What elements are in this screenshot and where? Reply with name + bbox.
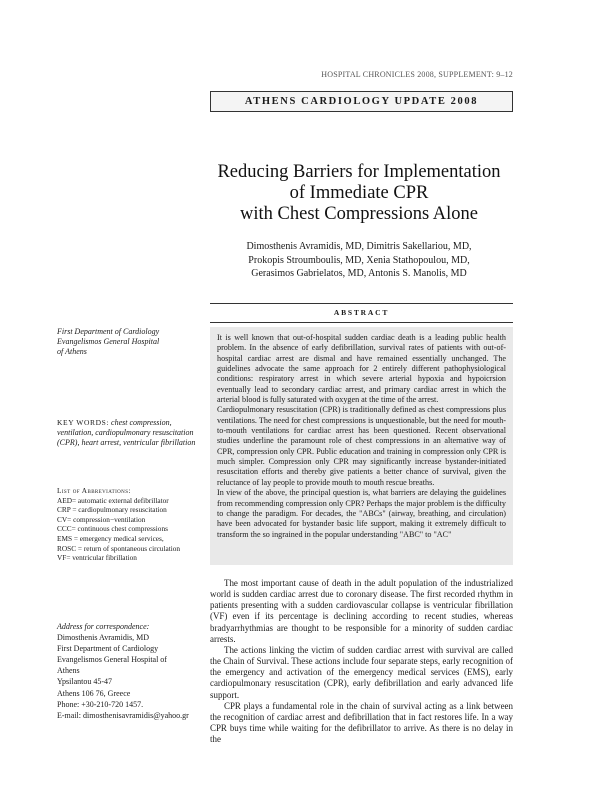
correspondence-line: Athens 106 76, Greece	[57, 688, 131, 698]
author-line: Prokopis Stroumboulis, MD, Xenia Stathopoulou, MD,	[248, 254, 470, 266]
keywords-text: chest compression, ventilation, cardiopulmonary resuscitation (CPR), heart arrest, ventricular fibrillation	[57, 418, 196, 447]
correspondence-line: Phone: +30-210-720 1457.	[57, 699, 144, 709]
abbreviation-item: AED= automatic external defibrillator	[57, 495, 169, 505]
author-line: Dimosthenis Avramidis, MD, Dimitris Sakellariou, MD,	[246, 241, 472, 252]
affiliation	[57, 327, 200, 357]
keywords	[57, 418, 200, 448]
author-line: Gerasimos Gabrielatos, MD, Antonis S. Manolis, MD	[251, 268, 467, 279]
correspondence-email: E-mail: dimosthenisavramidis@yahoo.gr	[57, 710, 189, 720]
correspondence-title: Address for correspondence:	[57, 622, 150, 631]
correspondence-address	[57, 621, 200, 721]
abbreviation-item: CCC= continuous chest compressions	[57, 524, 168, 534]
abstract-paragraph: Cardiopulmonary resuscitation (CPR) is traditionally defined as chest compressions plus ventilations. The need for chest compressions is unquestionable, but the need for mouth-to-mouth ventilations for cardiac arrest has been questioned. Recent observational studies underline the paramount role of chest compressions in an alternative way of CPR, compression only CPR. Public education and training in compression only CPR is much simpler. Compression only CPR may significantly increase bystander-initiated resuscitation efforts and thereby give patients a better chance of survival, given the reluctance of lay people to provide mouth to mouth rescue breaths.	[217, 405, 506, 487]
affiliation-line: of Athens	[57, 347, 87, 356]
abstract-paragraph: In view of the above, the principal question is, what barriers are delaying the guidelines from recommending compression only CPR? Perhaps the major problem is the difficulty to change the paradigm. For decades, the "ABCs" (airway, breathing, and circulation) have been advocated for bystander basic life support, making it extremely difficult to transform the so ingrained in the popular understanding "ABC" to "AC"	[217, 488, 506, 539]
correspondence-line: Dimosthenis Avramidis, MD	[57, 633, 150, 643]
abbreviations-title: List of Abbreviations:	[57, 486, 131, 495]
affiliation-line: Evangelismos General Hospital	[57, 337, 160, 346]
abbreviation-item: VF= ventricular fibrillation	[57, 553, 137, 563]
body-paragraph: CPR plays a fundamental role in the chain of survival acting as a link between the recognition of cardiac arrest and defibrillation that in fact restores life. In a way CPR buys time while waiting for the defibrillator to arrive. As there is no delay in the	[210, 700, 513, 745]
correspondence-line: Athens	[57, 666, 80, 676]
title-line: with Chest Compressions Alone	[240, 204, 478, 224]
title-line: Reducing Barriers for Implementation	[217, 162, 501, 182]
abstract-paragraph: It is well known that out-of-hospital sudden cardiac death is a leading public health problem. In the absence of early defibrillation, survival rates of patients with out-of-hospital cardiac arrest are dismal and have remained essentially unchanged. The guidelines advocate the same approach for 2 entirely different pathophysiological conditions: respiratory arrest in which severe arterial hypoxia and hypoicrsion eventually lead to secondary cardiac arrest, and primary cardiac arrest in which the arterial blood is fully saturated with oxygen at the time of the arrest.	[217, 333, 506, 405]
abstract-top-rule	[210, 303, 513, 304]
abbreviation-item: ROSC = return of spontaneous circulation	[57, 543, 181, 553]
abbreviation-item: CV= compression−ventilation	[57, 514, 146, 524]
abstract-heading: ABSTRACT	[333, 308, 390, 317]
title-line: of Immediate CPR	[289, 183, 429, 203]
keywords-label: KEY WORDS:	[57, 418, 110, 427]
author-list	[205, 240, 513, 281]
abstract-heading-rule	[210, 322, 513, 323]
article-body	[210, 578, 513, 745]
correspondence-line: First Department of Cardiology	[57, 644, 159, 654]
abstract-box	[210, 327, 513, 565]
abbreviation-item: CRP = cardiopulmonary resuscitation	[57, 505, 167, 515]
article-title	[205, 162, 513, 225]
section-banner: ATHENS CARDIOLOGY UPDATE 2008	[210, 91, 513, 112]
journal-reference: HOSPITAL CHRONICLES 2008, SUPPLEMENT: 9–12	[321, 70, 513, 79]
body-paragraph: The actions linking the victim of sudden cardiac arrest with survival are called the Chain of Survival. These actions include four separate steps, early recognition of the emergency and activation of the emergency medical services (EMS), early cardiopulmonary resuscitation (CPR), early defibrillation and early advanced life support.	[210, 644, 513, 700]
body-paragraph: The most important cause of death in the adult population of the industrialized world is sudden cardiac arrest due to coronary disease. The first recorded rhythm in patients presenting with a sudden cardiovascular collapse is ventricular fibrillation (VF) even if its percentage is declining according to recent studies, whereas bradyarrhythmias are thought to be responsible for a minority of sudden cardiac arrests.	[210, 578, 513, 644]
affiliation-line: First Department of Cardiology	[57, 327, 160, 336]
correspondence-line: Ypsilantou 45-47	[57, 677, 113, 687]
correspondence-line: Evangelismos General Hospital of	[57, 655, 167, 665]
abbreviation-item: EMS = emergency medical services,	[57, 533, 164, 543]
abbreviations-list	[57, 486, 200, 563]
